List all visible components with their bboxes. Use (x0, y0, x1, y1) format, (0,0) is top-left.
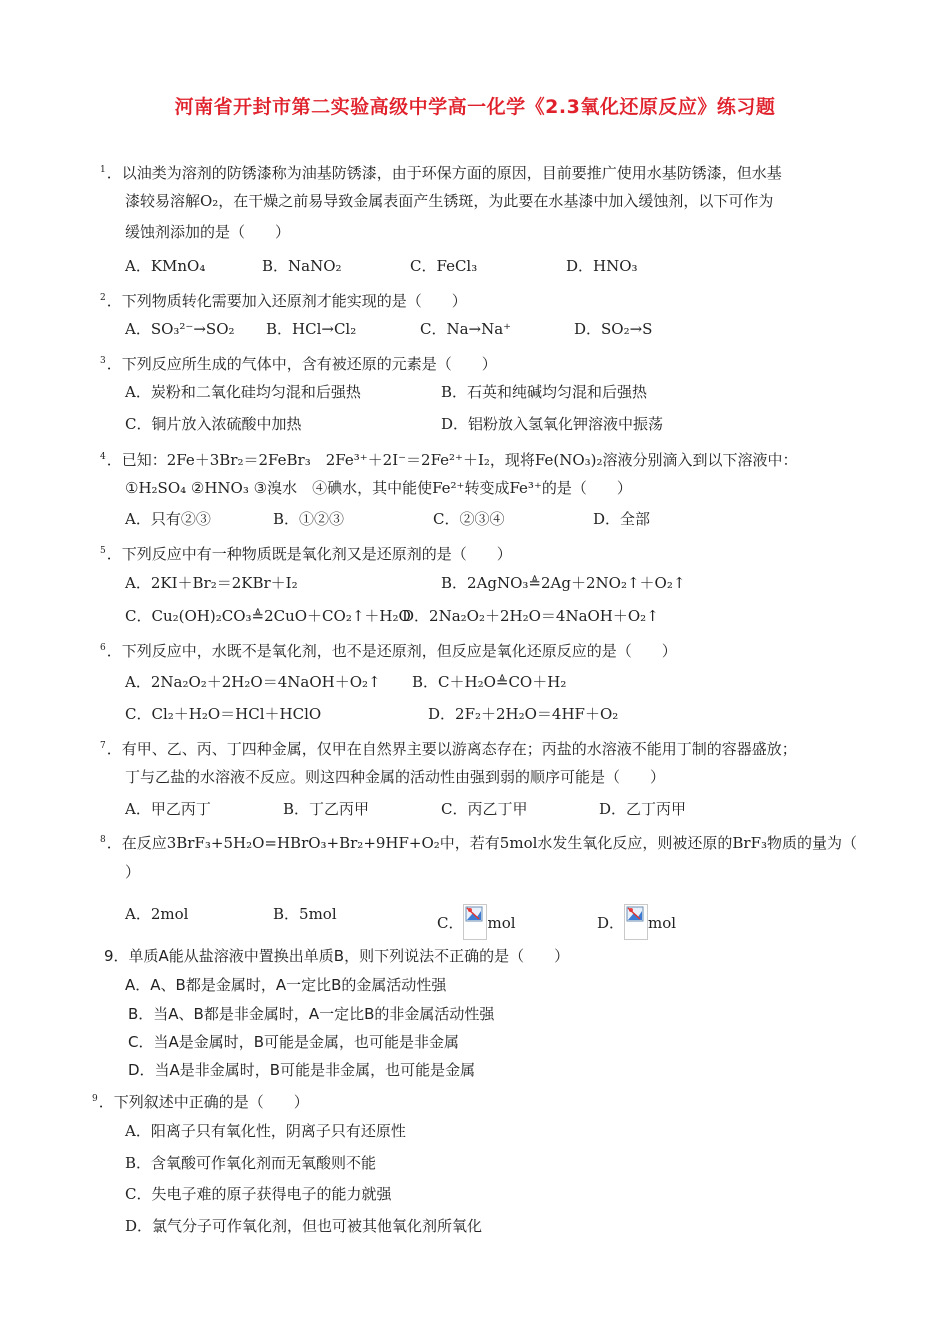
question-1: $^1$．以油类为溶剂的防锈漆称为油基防锈漆，由于环保方面的原因，目前要推广使用水基防锈漆，但水基 (100, 164, 782, 182)
question-9b: $^9$．下列叙述中正确的是（ ） (92, 1093, 309, 1111)
q2-option-c: C．Na→Na⁺ (420, 320, 512, 338)
question-2: $^2$．下列物质转化需要加入还原剂才能实现的是（ ） (100, 292, 467, 310)
q9b-option-a: A．阳离子只有氧化性，阴离子只有还原性 (125, 1122, 406, 1140)
q8-option-a: A．2mol (125, 905, 189, 923)
q4-option-d: D．全部 (593, 510, 651, 528)
q3-option-b: B．石英和纯碱均匀混和后强热 (441, 383, 648, 401)
question-3: $^3$．下列反应所生成的气体中，含有被还原的元素是（ ） (100, 355, 497, 373)
q5-option-a: A．2KI＋Br₂＝2KBr＋I₂ (125, 574, 298, 592)
q2-option-b: B．HCl→Cl₂ (266, 320, 357, 338)
q6-option-a: A．2Na₂O₂＋2H₂O＝4NaOH＋O₂↑ (125, 673, 381, 691)
q9a-option-b: B．当A、B都是非金属时，A一定比B的非金属活动性强 (128, 1005, 495, 1023)
q9a-option-d: D．当A是非金属时，B可能是非金属，也可能是金属 (128, 1061, 476, 1079)
question-1-line-3: 缓蚀剂添加的是（ ） (125, 223, 291, 241)
q8-option-c: C． mol (437, 904, 516, 940)
q2-option-a: A．SO₃²⁻→SO₂ (125, 320, 235, 338)
page-title: 河南省开封市第二实验高级中学高一化学《2.3氧化还原反应》练习题 (174, 96, 776, 118)
q7-option-b: B．丁乙丙甲 (283, 800, 370, 818)
broken-image-icon (463, 904, 487, 940)
q1-option-d: D．HNO₃ (566, 257, 638, 275)
q8-option-d: D． mol (597, 904, 676, 940)
q2-option-d: D．SO₂→S (574, 320, 653, 338)
q1-option-b: B．NaNO₂ (262, 257, 342, 275)
question-9a: 9．单质A能从盐溶液中置换出单质B，则下列说法不正确的是（ ） (104, 947, 570, 965)
q6-option-b: B．C＋H₂O≜CO＋H₂ (412, 673, 567, 691)
q9b-option-b: B．含氧酸可作氧化剂而无氧酸则不能 (125, 1154, 377, 1172)
q3-option-d: D．铝粉放入氢氧化钾溶液中振荡 (441, 415, 664, 433)
question-8-line-2: ） (125, 863, 141, 881)
q9b-option-d: D．氯气分子可作氧化剂，但也可被其他氧化剂所氧化 (125, 1217, 483, 1235)
question-number: 1 (100, 165, 106, 175)
q4-option-a: A．只有②③ (125, 510, 211, 528)
q4-option-b: B．①②③ (273, 510, 345, 528)
broken-image-icon (624, 904, 648, 940)
q3-option-a: A．炭粉和二氧化硅均匀混和后强热 (125, 383, 361, 401)
question-1-line-2: 漆较易溶解O₂，在干燥之前易导致金属表面产生锈斑，为此要在水基漆中加入缓蚀剂，以下可作为 (125, 192, 774, 210)
q1-option-a: A．KMnO₄ (125, 257, 206, 275)
q7-option-a: A．甲乙丙丁 (125, 800, 211, 818)
q7-option-c: C．丙乙丁甲 (441, 800, 528, 818)
question-4-line-2: ①H₂SO₄ ②HNO₃ ③溴水 ④碘水，其中能使Fe²⁺转变成Fe³⁺的是（ ） (125, 479, 632, 497)
q6-option-d: D．2F₂＋2H₂O＝4HF＋O₂ (428, 705, 619, 723)
q7-option-d: D．乙丁丙甲 (599, 800, 687, 818)
question-4: $^4$．已知：2Fe＋3Br₂＝2FeBr₃ 2Fe³⁺＋2I⁻＝2Fe²⁺＋I₂，现将Fe(NO₃)₂溶液分别滴入到以下溶液中： (100, 451, 798, 469)
q5-option-c: C．Cu₂(OH)₂CO₃≜2CuO＋CO₂↑＋H₂O (125, 607, 411, 625)
question-7: $^7$．有甲、乙、丙、丁四种金属，仅甲在自然界主要以游离态存在；丙盐的水溶液不能用丁制的容器盛放； (100, 740, 797, 758)
question-5: $^5$．下列反应中有一种物质既是氧化剂又是还原剂的是（ ） (100, 545, 512, 563)
question-7-line-2: 丁与乙盐的水溶液不反应。则这四种金属的活动性由强到弱的顺序可能是（ ） (125, 768, 666, 786)
q9a-option-c: C．当A是金属时，B可能是金属，也可能是非金属 (128, 1033, 460, 1051)
q4-option-c: C．②③④ (433, 510, 505, 528)
question-6: $^6$．下列反应中，水既不是氧化剂，也不是还原剂，但反应是氧化还原反应的是（ ） (100, 642, 677, 660)
q9b-option-c: C．失电子难的原子获得电子的能力就强 (125, 1185, 392, 1203)
q1-option-c: C．FeCl₃ (410, 257, 478, 275)
q3-option-c: C．铜片放入浓硫酸中加热 (125, 415, 302, 433)
q6-option-c: C．Cl₂＋H₂O＝HCl＋HClO (125, 705, 322, 723)
question-8: $^8$．在反应3BrF₃+5H₂O=HBrO₃+Br₂+9HF+O₂中，若有5mol水发生氧化反应，则被还原的BrF₃物质的量为（ (100, 834, 858, 852)
q8-option-b: B．5mol (273, 905, 337, 923)
q5-option-b: B．2AgNO₃≜2Ag＋2NO₂↑＋O₂↑ (441, 574, 686, 592)
q5-option-d: D．2Na₂O₂＋2H₂O＝4NaOH＋O₂↑ (402, 607, 659, 625)
q9a-option-a: A．A、B都是金属时，A一定比B的金属活动性强 (125, 976, 447, 994)
